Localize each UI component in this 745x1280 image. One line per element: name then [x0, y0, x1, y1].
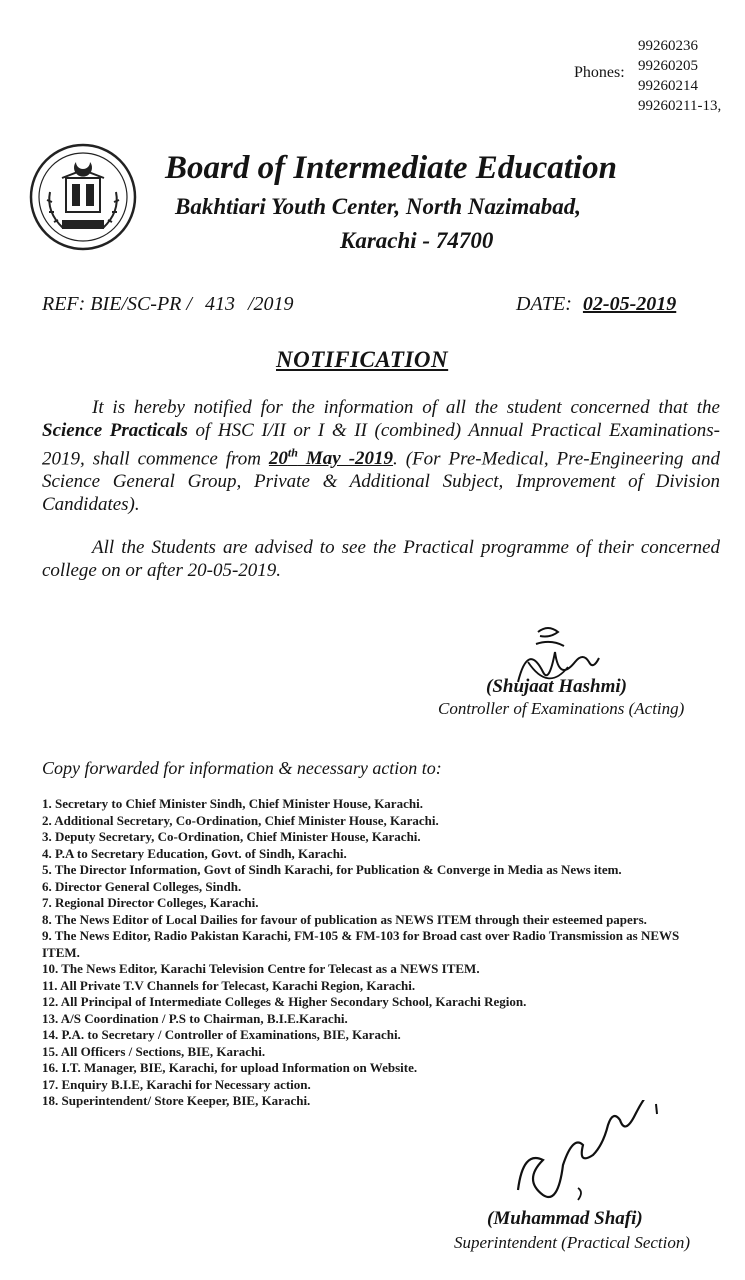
reference-number: [42, 293, 294, 316]
commence-date-day: 20: [268, 448, 288, 470]
phone-number: 99260211-13,: [638, 98, 722, 114]
phone-number: 99260236: [638, 38, 698, 54]
list-item: 12. All Principal of Intermediate Colleges & Higher Secondary School, Karachi Region.: [42, 994, 527, 1009]
list-item: 11. All Private T.V Channels for Telecast, Karachi Region, Karachi.: [42, 977, 416, 993]
commence-date-rest: May -2019: [297, 448, 394, 470]
notification-heading: NOTIFICATION: [276, 347, 449, 372]
list-item: 7. Regional Director Colleges, Karachi.: [42, 895, 259, 910]
list-item: 3. Deputy Secretary, Co-Ordination, Chief Minister House, Karachi.: [42, 829, 421, 844]
list-item: 15. All Officers / Sections, BIE, Karachi.: [42, 1043, 266, 1059]
signer2-name: (Muhammad Shafi): [487, 1208, 643, 1229]
signer2-title: Superintendent (Practical Section): [454, 1233, 691, 1252]
list-item: 16. I.T. Manager, BIE, Karachi, for upload Information on Website.: [42, 1060, 418, 1075]
para1-text-c: . (For Pre-Medical, Pre-Engineering and Science General Group, Private & Additional Subject, Improvement of Division Candidates).: [42, 448, 720, 516]
phone-numbers: [638, 36, 721, 116]
list-item: 18. Superintendent/ Store Keeper, BIE, Karachi.: [42, 1093, 311, 1108]
distribution-list: [42, 796, 702, 1110]
list-item: 10. The News Editor, Karachi Television Centre for Telecast as a NEWS ITEM.: [42, 961, 480, 976]
commence-date-suffix: th: [287, 446, 298, 460]
org-address-line1: Bakhtiari Youth Center, North Nazimabad,: [175, 194, 582, 219]
list-item: 17. Enquiry B.I.E, Karachi for Necessary action.: [42, 1076, 311, 1092]
date-value: 02-05-2019: [582, 293, 677, 315]
phone-number: 99260214: [638, 78, 698, 94]
board-seal-logo: [28, 142, 138, 252]
org-title: Board of Intermediate Education: [165, 150, 617, 186]
notification-paragraph-1: [42, 396, 720, 516]
phone-number: 99260205: [638, 58, 698, 74]
list-item: 5. The Director Information, Govt of Sindh Karachi, for Publication & Converge in Media as News item.: [42, 862, 622, 877]
para1-text-a: It is hereby notified for the information of all the student concerned that the: [92, 397, 720, 418]
signer1-title: Controller of Examinations (Acting): [438, 699, 685, 718]
superintendent-signature: [508, 1100, 668, 1210]
list-item: 4. P.A to Secretary Education, Govt. of Sindh, Karachi.: [42, 845, 347, 861]
list-item: 1. Secretary to Chief Minister Sindh, Chief Minister House, Karachi.: [42, 796, 423, 811]
phones-label: Phones:: [574, 64, 625, 81]
list-item: 2. Additional Secretary, Co-Ordination, Chief Minister House, Karachi.: [42, 812, 439, 828]
ref-label: REF: BIE/SC-PR /: [42, 293, 192, 315]
para1-text-b: of HSC I/II or I & II (combined) Annual Practical Examinations-2019, shall commence from: [42, 420, 721, 470]
list-item: 9. The News Editor, Radio Pakistan Karachi, FM-105 & FM-103 for Broad cast over Radio Transmission as NEWS ITEM.: [42, 928, 680, 960]
commence-date: [269, 448, 393, 469]
copy-forwarded-line: Copy forwarded for information & necessary action to:: [42, 758, 442, 778]
ref-number: 413: [204, 293, 235, 315]
list-item: 14. P.A. to Secretary / Controller of Examinations, BIE, Karachi.: [42, 1027, 401, 1042]
list-item: 8. The News Editor of Local Dailies for favour of publication as NEWS ITEM through their esteemed papers.: [42, 911, 647, 927]
para1-bold-text: Science Practicals: [42, 420, 188, 441]
org-address-line2: Karachi - 74700: [340, 228, 494, 253]
list-item: 13. A/S Coordination / P.S to Chairman, B.I.E.Karachi.: [42, 1010, 348, 1026]
document-date: [516, 293, 676, 316]
signer1-name: (Shujaat Hashmi): [486, 676, 627, 697]
notification-paragraph-2: All the Students are advised to see the Practical programme of their concerned college on or after 20-05-2019.: [42, 537, 720, 581]
ref-year: /2019: [247, 293, 294, 315]
list-item: 6. Director General Colleges, Sindh.: [42, 878, 242, 894]
date-label: DATE:: [516, 293, 572, 315]
